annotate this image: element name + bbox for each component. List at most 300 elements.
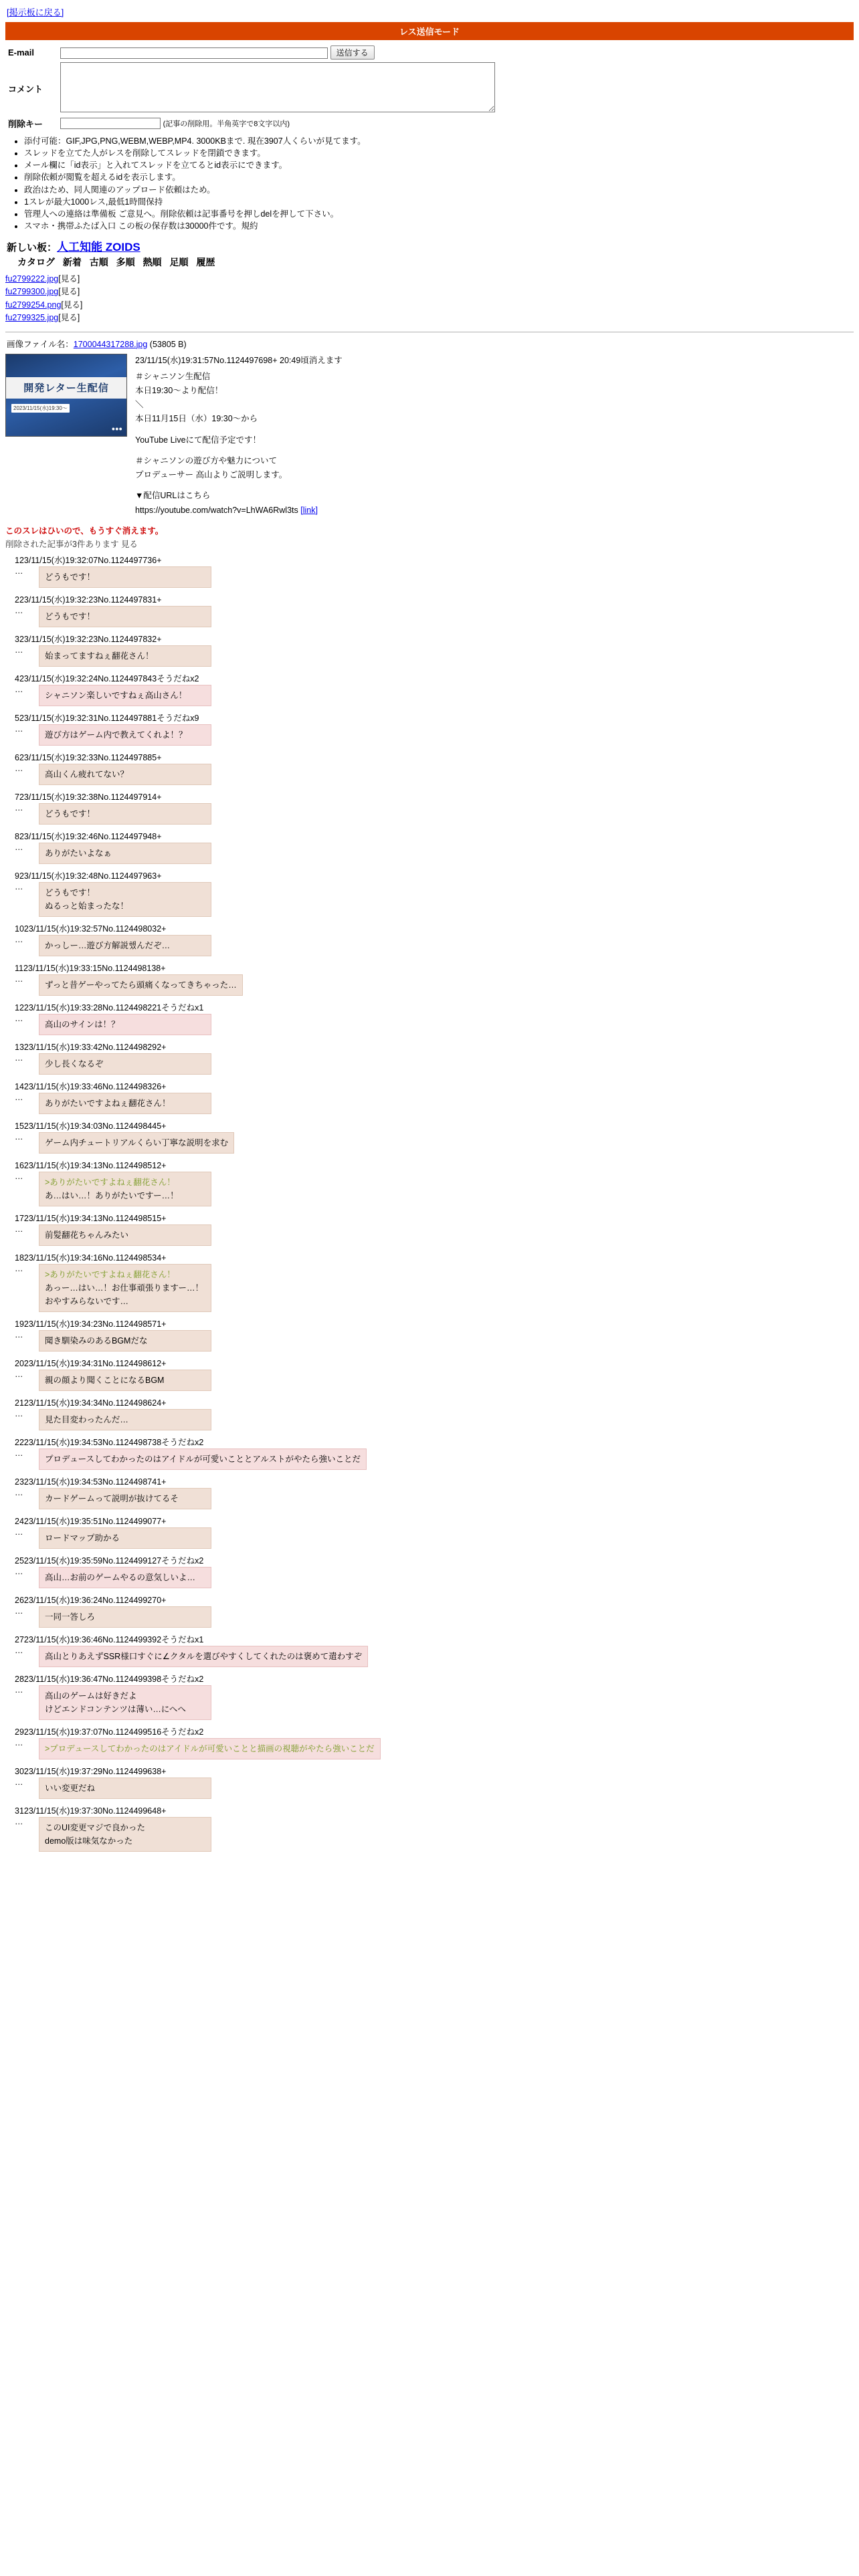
submit-button[interactable]: 送信する [330,45,375,60]
category-nav [17,255,854,269]
reply-number: 20 [15,1358,24,1368]
reply-row [15,1646,854,1671]
reply-dots: … [15,1263,23,1273]
reply-meta: 23/11/15(水)19:32:48No.1124497963+ [19,871,162,881]
reply-item [15,1594,854,1632]
rule-item: • メール欄に「id表示」と入れてスレッドを立てるとid表示にできます。 [24,159,854,171]
reply-header [15,1001,854,1013]
post-body [135,370,854,518]
reply-number: 22 [15,1437,24,1447]
reply-dots: … [15,645,23,655]
reply-item [15,1436,854,1474]
reply-item [15,1804,854,1856]
file-link[interactable]: fu2799300.jpg [5,287,59,297]
reply-row [15,1370,854,1395]
reply-meta: 23/11/15(水)19:32:23No.1124497832+ [19,634,162,644]
reply-meta: 23/11/15(水)19:32:38No.1124497914+ [19,792,162,802]
reply-number: 14 [15,1081,24,1091]
reply-body [39,566,211,588]
reply-body [39,803,211,825]
email-row [5,44,498,61]
reply-line: どうもです！ [45,809,96,819]
reply-body [39,645,211,667]
reply-header [15,1725,854,1737]
reply-number: 21 [15,1398,24,1408]
reply-header [15,1317,854,1329]
reply-dots: … [15,974,23,984]
reply-body [39,1224,211,1246]
reply-body [39,935,211,956]
back-to-board-link[interactable]: [掲示板に戻る] [7,7,64,17]
reply-row [15,1817,854,1856]
file-link[interactable]: fu2799254.png [5,300,62,310]
post-line: ＼ [135,400,144,409]
reply-item [15,1357,854,1395]
email-input-cell [58,44,498,61]
reply-row [15,1132,854,1158]
reply-header [15,1765,854,1777]
reply-number: 26 [15,1595,24,1605]
reply-meta: 23/11/15(水)19:33:42No.1124498292+ [23,1042,167,1052]
reply-line: けどエンドコンテンツは薄い…にへへ [45,1704,186,1714]
nav-new[interactable]: 新着 [62,257,82,267]
reply-meta: 23/11/15(水)19:34:53No.1124498738そうだねx2 [23,1437,204,1447]
reply-item [15,1041,854,1079]
reply-meta: 23/11/15(水)19:34:13No.1124498515+ [23,1213,167,1223]
reply-row [15,1738,854,1763]
reply-row [15,1685,854,1724]
delkey-input-cell [58,116,498,131]
reply-header [15,1475,854,1487]
reply-header [15,962,854,974]
reply-meta: 23/11/15(水)19:32:23No.1124497831+ [19,595,162,605]
reply-meta: 23/11/15(水)19:37:30No.1124499648+ [23,1806,167,1816]
reply-meta: 23/11/15(水)19:35:59No.1124499127そうだねx2 [23,1555,204,1566]
reply-line: シャニソン楽しいですねぇ高山さん！ [45,690,187,700]
reply-number: 19 [15,1319,24,1329]
reply-meta: 23/11/15(水)19:36:47No.1124499398そうだねx2 [23,1674,204,1684]
reply-header [15,1594,854,1606]
reply-line: 高山のゲームは好きだよ [45,1691,137,1701]
reply-body [39,1409,211,1430]
reply-body [39,1093,211,1114]
post-thumbnail[interactable] [5,354,127,437]
reply-dots: … [15,1224,23,1234]
thumbnail-badge: ●●● [111,425,122,432]
reply-meta: 23/11/15(水)19:37:29No.1124499638+ [23,1766,167,1776]
reply-list [15,554,854,1856]
reply-form [5,44,498,131]
reply-number: 17 [15,1213,24,1223]
reply-body [39,1646,368,1667]
nav-hot[interactable]: 熱順 [142,257,162,267]
reply-header [15,1251,854,1263]
rule-item: • スマホ・携帯ふたば入口 この板の保存数は30000件です。規約 [24,220,854,232]
reply-row [15,1330,854,1356]
reply-body [39,1172,211,1206]
reply-line: 始まってますねぇ翻花さん！ [45,651,154,661]
reply-line: 聞き馴染みのあるBGMだな [45,1335,148,1346]
file-view-label[interactable]: [見る] [58,313,80,323]
reply-number: 25 [15,1555,24,1566]
reply-number: 10 [15,924,24,934]
delkey-label: 削除キー [8,119,43,129]
rule-item: • 政治はため、同人関連のアップロード依頼はため。 [24,184,854,196]
reply-line: 親の顔より聞くことになるBGM [45,1375,165,1385]
reply-line: >ありがたいですよねぇ翻花さん！ [45,1177,175,1187]
reply-row [15,1093,854,1118]
reply-header [15,1212,854,1224]
reply-number: 13 [15,1042,24,1052]
reply-line: ロードマップ助かる [45,1533,120,1543]
reply-line: あっー…はい…！お仕事頑張りますー…！ [45,1283,204,1293]
reply-row [15,803,854,829]
reply-header [15,1673,854,1685]
reply-line: 遊び方はゲーム内で教えてくれよ！？ [45,730,187,740]
reply-item [15,1317,854,1356]
reply-meta: 23/11/15(水)19:32:31No.1124497881そうだねx9 [19,713,199,723]
nav-history[interactable]: 履歴 [196,257,215,267]
reply-item [15,554,854,592]
delkey-row [5,116,498,131]
reply-dots: … [15,934,23,944]
reply-item [15,1765,854,1803]
reply-number: 2 [15,595,19,605]
reply-header [15,830,854,842]
reply-dots: … [15,1645,23,1655]
reply-line: demo版は味気なかった [45,1836,133,1846]
reply-meta: 23/11/15(水)19:32:46No.1124497948+ [19,831,162,841]
reply-header [15,593,854,605]
reply-item [15,922,854,960]
reply-body [39,1527,211,1549]
reply-number: 8 [15,831,19,841]
uploaded-file-list [5,273,854,325]
post-line: ＃シャニソン生配信 [135,371,211,381]
reply-header [15,672,854,684]
reply-line: ぬるっと始まったな！ [45,901,129,911]
thumbnail-subtitle: 2023/11/15(水)19:30〜 [11,404,70,413]
nav-old[interactable]: 古順 [89,257,108,267]
reply-dots: … [15,1013,23,1023]
reply-header [15,633,854,645]
reply-dots: … [15,1132,23,1142]
reply-meta: 23/11/15(水)19:34:23No.1124498571+ [23,1319,167,1329]
reply-item [15,1396,854,1434]
reply-body [39,1330,211,1352]
reply-number: 6 [15,752,19,762]
reply-row [15,685,854,710]
reply-line: カードゲームって説明が抜けてるそ [45,1493,179,1503]
reply-header [15,1515,854,1527]
reply-line: どうもです！ [45,572,96,582]
reply-row [15,882,854,921]
reply-body [39,1014,211,1035]
post-file-link[interactable]: 1700044317288.jpg [73,339,148,349]
reply-meta: 23/11/15(水)19:34:53No.1124498741+ [23,1477,167,1487]
original-post [5,354,854,518]
reply-header [15,554,854,566]
reply-body [39,764,211,785]
reply-row [15,1567,854,1592]
reply-item [15,1001,854,1039]
reply-header [15,1080,854,1092]
reply-number: 31 [15,1806,24,1816]
reply-meta: 23/11/15(水)19:32:07No.1124497736+ [19,555,162,565]
reply-body [39,1488,211,1509]
reply-number: 23 [15,1477,24,1487]
file-view-label[interactable]: [見る] [58,287,80,297]
reply-number: 28 [15,1674,24,1684]
reply-header [15,1633,854,1645]
reply-line: ずっと昔ゲーやってたら頭痛くなってきちゃった… [45,980,237,990]
reply-item [15,1673,854,1724]
reply-row [15,1527,854,1553]
reply-line: どうもです！ [45,887,96,897]
nav-foot[interactable]: 足順 [169,257,189,267]
reply-dots: … [15,724,23,734]
reply-row [15,1778,854,1803]
email-field[interactable] [60,47,328,59]
reply-row [15,1409,854,1434]
reply-row [15,1224,854,1250]
reply-item [15,830,854,868]
reply-row [15,843,854,868]
comment-label: コメント [8,84,43,94]
post-file-size: (53805 B) [149,339,187,349]
nav-many[interactable]: 多順 [116,257,135,267]
email-label: E-mail [8,47,35,58]
reply-number: 5 [15,713,19,723]
reply-dots: … [15,684,23,694]
reply-line: ありがたいですよねぇ翻花さん！ [45,1098,171,1108]
reply-meta: 23/11/15(水)19:32:33No.1124497885+ [19,752,162,762]
reply-dots: … [15,802,23,813]
reply-line: かっしー…遊び方解説했んだぞ… [45,940,171,950]
reply-item [15,1159,854,1210]
reply-line: ありがたいよなぁ [45,848,112,858]
post-filename-line [7,338,854,350]
reply-mode-bar: レス送信モード [5,22,854,40]
reply-number: 4 [15,673,19,683]
reply-line: おやすみらないです… [45,1296,129,1306]
reply-header [15,1554,854,1566]
reply-number: 30 [15,1766,24,1776]
reply-number: 15 [15,1121,24,1131]
reply-item [15,1080,854,1118]
reply-number: 11 [15,963,23,973]
rule-item: • 管理人への連絡は準備板 ご意見へ。削除依頼は記事番号を押しdelを押して下さい。 [24,208,854,220]
post-url-link[interactable]: [link] [300,505,318,515]
reply-row [15,645,854,671]
reply-meta: 23/11/15(水)19:33:28No.1124498221そうだねx1 [23,1002,204,1012]
reply-row [15,566,854,592]
reply-body [39,1738,381,1759]
file-view-label[interactable]: [見る] [61,300,83,310]
nav-catalog[interactable]: カタログ [17,257,55,267]
reply-row [15,606,854,631]
post-line: ＃シャニソンの遊び方や魅力について [135,455,278,465]
reply-body [39,1567,211,1588]
reply-row [15,935,854,960]
board-rules-list [5,135,854,232]
reply-line: プロデュースしてわかったのはアイドルが可愛いこととアルストがやたら強いことだ [45,1454,361,1464]
file-row [5,273,854,286]
reply-meta: 23/11/15(水)19:36:24No.1124499270+ [23,1595,167,1605]
reply-meta: 23/11/15(水)19:33:15No.1124498138+ [23,963,166,973]
back-to-board-link-container [7,5,854,18]
reply-dots: … [15,842,23,852]
reply-meta: 23/11/15(水)19:34:31No.1124498612+ [23,1358,167,1368]
reply-line: あ…はい…！ありがたいですー…！ [45,1190,179,1200]
reply-row [15,1606,854,1632]
reply-body [39,1132,234,1154]
reply-number: 16 [15,1160,24,1170]
reply-line: 高山のサインは！？ [45,1019,120,1029]
file-link[interactable]: fu2799325.jpg [5,313,59,323]
post-line: 本日11月15日（水）19:30〜から [135,414,258,424]
reply-dots: … [15,1092,23,1102]
reply-number: 3 [15,634,19,644]
reply-number: 9 [15,871,19,881]
reply-meta: 23/11/15(水)19:34:16No.1124498534+ [23,1253,167,1263]
reply-dots: … [15,1527,23,1537]
reply-row [15,1014,854,1039]
reply-dots: … [15,1329,23,1339]
rule-item: • スレッドを立てた人がレスを削除してスレッドを閉鎖できます。 [24,147,854,159]
reply-dots: … [15,1566,23,1576]
reply-item [15,790,854,829]
reply-meta: 23/11/15(水)19:34:03No.1124498445+ [23,1121,167,1131]
file-view-label[interactable]: [見る] [58,274,80,284]
reply-item [15,1725,854,1763]
reply-body [39,1264,211,1312]
post-line: プロデューサー 高山よりご説明します。 [135,470,288,479]
reply-item [15,1251,854,1316]
reply-line: 高山とりあえずSSR様口すぐに∠クタルを選びやすくしてくれたのは褒めて遣わすぞ [45,1651,363,1661]
reply-dots: … [15,605,23,615]
reply-row [15,1264,854,1316]
reply-meta: 23/11/15(水)19:37:07No.1124499516そうだねx2 [23,1727,204,1737]
reply-item [15,1475,854,1513]
reply-item [15,712,854,750]
reply-number: 27 [15,1634,24,1644]
comment-field[interactable] [60,62,495,112]
reply-item [15,672,854,710]
reply-dots: … [15,1685,23,1695]
reply-line: ゲーム内チュートリアルくらい丁寧な説明を求む [45,1138,229,1148]
reply-number: 24 [15,1516,24,1526]
delkey-note: (記事の削除用。半角英字で8文字以内) [163,120,290,128]
delete-key-field[interactable] [60,118,161,129]
reply-item [15,1119,854,1158]
reply-dots: … [15,1171,23,1181]
reply-dots: … [15,881,23,891]
reply-line: 少し長くなるぞ [45,1059,104,1069]
file-row [5,312,854,324]
reply-dots: … [15,1816,23,1826]
comment-input-cell [58,61,498,116]
thread-expiry-warning: このスレはひいので、もうすぐ消えます。 [5,526,164,536]
reply-line: どうもです！ [45,611,96,621]
reply-row [15,1488,854,1513]
reply-row [15,724,854,750]
reply-meta: 23/11/15(水)19:34:13No.1124498512+ [23,1160,167,1170]
file-row [5,286,854,298]
reply-body [39,606,211,627]
file-link[interactable]: fu2799222.jpg [5,274,59,284]
reply-meta: 23/11/15(水)19:32:24No.1124497843そうだねx2 [19,673,199,683]
reply-number: 7 [15,792,19,802]
reply-number: 29 [15,1727,24,1737]
file-row [5,299,854,312]
reply-body [39,843,211,864]
reply-item [15,633,854,671]
reply-body [39,1778,211,1799]
reply-body [39,724,211,746]
reply-number: 12 [15,1002,24,1012]
post-line: YouTube Liveにて配信予定です！ [135,435,262,445]
reply-dots: … [15,1777,23,1787]
reply-header [15,1436,854,1448]
reply-header [15,869,854,881]
reply-dots: … [15,1448,23,1458]
reply-body [39,685,211,706]
new-board-link[interactable]: 人工知能 ZOIDS [57,241,140,253]
reply-line: >プロデュースしてわかったのはアイドルが可愛いことと描画の視聴がやたら強いことだ [45,1743,375,1753]
reply-header [15,790,854,802]
reply-header [15,922,854,934]
reply-body [39,1448,367,1470]
reply-body [39,1606,211,1628]
reply-row [15,764,854,789]
rule-item: • 添付可能：GIF,JPG,PNG,WEBM,WEBP,MP4. 3000KBまで. 現在3907人くらいが見てます。 [24,135,854,147]
post-line: 本日19:30〜より配信！ [135,385,223,395]
reply-meta: 23/11/15(水)19:33:46No.1124498326+ [23,1081,167,1091]
reply-item [15,962,854,1000]
reply-body [39,882,211,917]
reply-meta: 23/11/15(水)19:35:51No.1124499077+ [23,1516,167,1526]
deleted-posts-info: 削除された記事が3件あります 見る [5,539,138,549]
reply-dots: … [15,1487,23,1497]
reply-dots: … [15,763,23,773]
post-line: ▼配信URLはこちら [135,491,211,501]
reply-item [15,869,854,921]
reply-body [39,1370,211,1391]
reply-row [15,974,854,1000]
reply-row [15,1172,854,1210]
reply-meta: 23/11/15(水)19:32:57No.1124498032+ [23,924,167,934]
reply-dots: … [15,1606,23,1616]
reply-meta: 23/11/15(水)19:36:46No.1124499392そうだねx1 [23,1634,204,1644]
new-board-prefix: 新しい板： [7,242,58,253]
reply-number: 1 [15,555,19,565]
reply-dots: … [15,1408,23,1418]
thumbnail-title: 開発レター生配信 [6,377,126,399]
reply-item [15,1554,854,1592]
reply-line: いい変更だね [45,1783,96,1793]
reply-header [15,1041,854,1053]
reply-number: 18 [15,1253,24,1263]
new-board-announcement [7,237,854,254]
reply-line: 前髪翻花ちゃんみたい [45,1230,129,1240]
file-label: 画像ファイル名： [7,339,74,349]
reply-row [15,1053,854,1079]
reply-line: >ありがたいですよねぇ翻花さん！ [45,1269,175,1279]
reply-header [15,1119,854,1132]
post-content [135,354,854,518]
reply-item [15,593,854,631]
